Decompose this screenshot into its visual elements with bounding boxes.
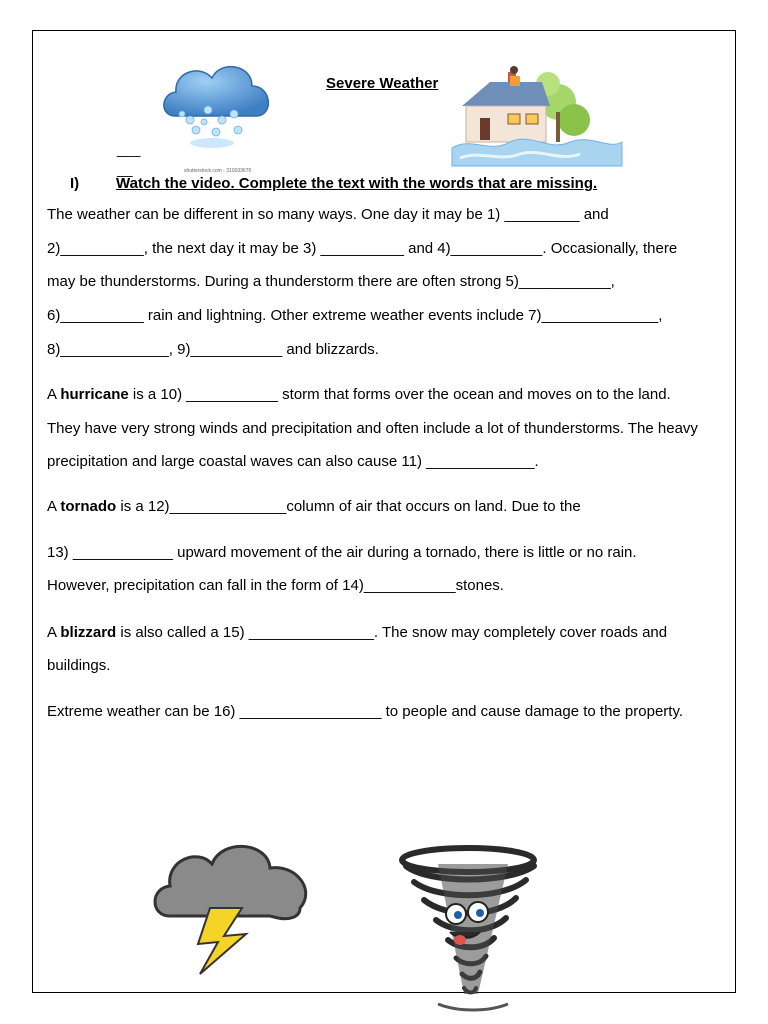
tornado-icon <box>398 844 543 1016</box>
text-line: They have very strong winds and precipitation and often include a lot of thunderstorms. The heavy <box>47 420 698 437</box>
keyword-blizzard: blizzard <box>60 624 117 641</box>
snow-cloud-icon <box>160 58 275 158</box>
text-line: buildings. <box>47 657 111 674</box>
storm-cloud-icon <box>150 838 315 978</box>
stray-mark: ___ <box>117 141 141 157</box>
blizzard-line: A blizzard is also called a 15) _______________. The snow may completely cover roads and <box>47 624 668 641</box>
keyword-tornado: tornado <box>60 498 117 515</box>
section-number: I) <box>70 175 80 192</box>
page-title: Severe Weather <box>326 75 439 92</box>
text-line: 8)_____________, 9)___________ and blizzards. <box>47 341 379 358</box>
flooded-house-icon <box>450 62 625 170</box>
stray-mark: __ <box>117 161 133 177</box>
keyword-hurricane: hurricane <box>60 386 129 403</box>
text-line: The weather can be different in so many ways. One day it may be 1) _________ and <box>47 206 609 223</box>
text-line: 6)__________ rain and lightning. Other extreme weather events include 7)______________, <box>47 307 663 324</box>
tornado-line: A tornado is a 12)______________column of air that occurs on land. Due to the <box>47 498 581 515</box>
closing-line: Extreme weather can be 16) _________________ to people and cause damage to the property. <box>47 703 684 720</box>
section-instruction: Watch the video. Complete the text with the words that are missing. <box>116 175 598 192</box>
text-line: 2)__________, the next day it may be 3) __________ and 4)___________. Occasionally, there <box>47 240 678 257</box>
section-heading <box>70 175 597 192</box>
hurricane-line: A hurricane is a 10) ___________ storm that forms over the ocean and moves on to the land. <box>47 386 671 403</box>
image-credit: shutterstock.com · 310033676 <box>184 168 252 174</box>
text-line: However, precipitation can fall in the form of 14)___________stones. <box>47 577 504 594</box>
text-line: precipitation and large coastal waves can also cause 11) _____________. <box>47 453 539 470</box>
text-line: may be thunderstorms. During a thunderstorm there are often strong 5)___________, <box>47 273 615 290</box>
text-line: 13) ____________ upward movement of the air during a tornado, there is little or no rain. <box>47 544 637 561</box>
